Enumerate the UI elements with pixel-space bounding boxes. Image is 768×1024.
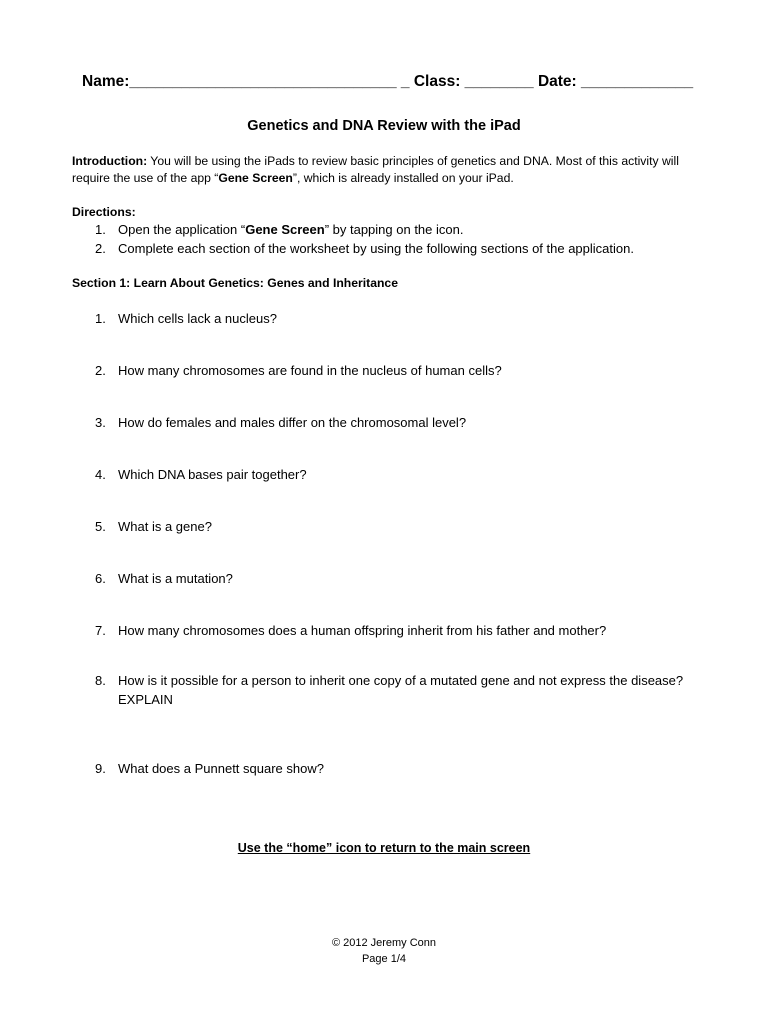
question-number: 8. xyxy=(95,673,106,688)
question-item xyxy=(95,413,685,432)
question-number: 6. xyxy=(95,571,106,586)
question-text: Which cells lack a nucleus? xyxy=(118,311,277,326)
page-number: Page 1/4 xyxy=(361,953,407,965)
question-item xyxy=(95,465,685,484)
question-item xyxy=(95,309,685,328)
question-text: Which DNA bases pair together? xyxy=(118,467,307,482)
question-item xyxy=(95,517,685,536)
direction-text-post: ” by tapping on the icon. xyxy=(324,222,464,237)
question-number: 4. xyxy=(95,467,106,482)
question-number: 9. xyxy=(95,761,106,776)
direction-number: 1. xyxy=(95,222,106,237)
question-text: What is a gene? xyxy=(118,519,212,534)
page-title: Genetics and DNA Review with the iPad xyxy=(247,118,521,134)
directions-label: Directions: xyxy=(72,205,136,219)
question-item xyxy=(95,361,685,380)
question-text: How many chromosomes are found in the nucleus of human cells? xyxy=(118,363,502,378)
section-1-heading: Section 1: Learn About Genetics: Genes and Inheritance xyxy=(72,276,398,290)
question-item xyxy=(95,759,685,778)
direction-app-name: Gene Screen xyxy=(245,222,325,237)
question-number: 5. xyxy=(95,519,106,534)
home-icon-note: Use the “home” icon to return to the main screen xyxy=(237,841,531,855)
introduction-text-2: ”, which is already installed on your iPad. xyxy=(292,171,514,185)
question-number: 1. xyxy=(95,311,106,326)
question-item xyxy=(95,621,685,640)
introduction-label: Introduction: xyxy=(72,154,148,168)
introduction-text-1: You will be using the iPads to review basic principles of genetics and DNA. Most of this activity will require the use of the app “ xyxy=(72,154,679,185)
question-item xyxy=(95,671,685,709)
question-text: How is it possible for a person to inherit one copy of a mutated gene and not express the disease? EXPLAIN xyxy=(118,673,684,707)
direction-item xyxy=(95,241,634,256)
copyright-footer: © 2012 Jeremy Conn xyxy=(331,937,437,949)
introduction-paragraph xyxy=(72,153,697,187)
question-number: 3. xyxy=(95,415,106,430)
question-number: 7. xyxy=(95,623,106,638)
name-class-date-line: Name:_______________________________ _ Class: ________ Date: _____________ xyxy=(82,73,694,90)
introduction-app-name: Gene Screen xyxy=(218,171,293,185)
question-text: How do females and males differ on the chromosomal level? xyxy=(118,415,467,430)
question-item xyxy=(95,569,685,588)
question-text: What is a mutation? xyxy=(118,571,233,586)
question-text: How many chromosomes does a human offspring inherit from his father and mother? xyxy=(118,623,607,638)
question-text: What does a Punnett square show? xyxy=(118,761,324,776)
direction-item xyxy=(95,222,463,237)
direction-text: Complete each section of the worksheet by using the following sections of the application. xyxy=(118,241,634,256)
direction-number: 2. xyxy=(95,241,106,256)
direction-text-pre: Open the application “ xyxy=(118,222,246,237)
question-number: 2. xyxy=(95,363,106,378)
